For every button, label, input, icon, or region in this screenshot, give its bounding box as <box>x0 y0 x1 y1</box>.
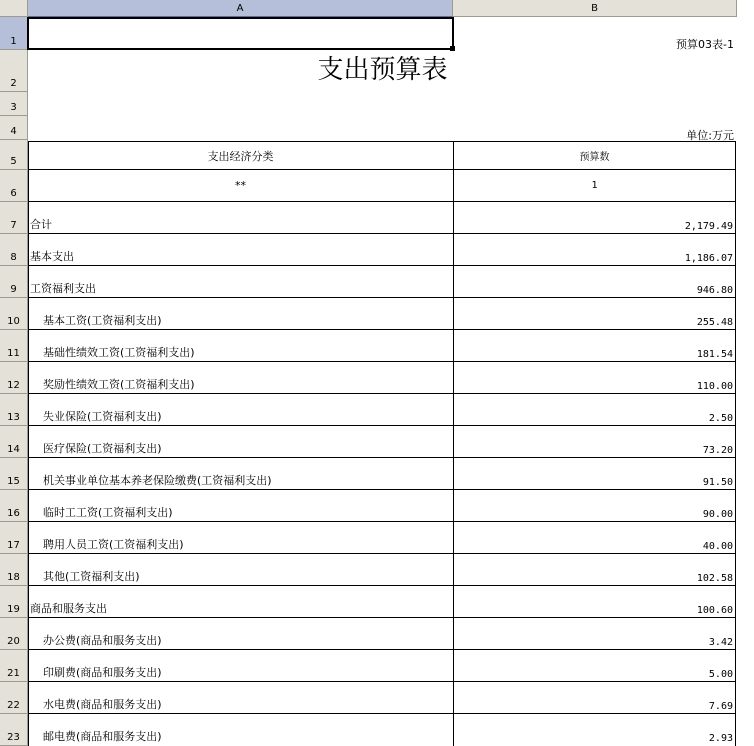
expense-category-cell[interactable]: 工资福利支出 <box>30 282 96 295</box>
expense-category-cell[interactable]: 水电费(商品和服务支出) <box>43 698 162 711</box>
budget-amount-cell[interactable]: 3.42 <box>708 637 733 648</box>
row-header[interactable]: 12 <box>0 362 28 394</box>
row-header[interactable]: 8 <box>0 234 28 266</box>
index-cell-a[interactable]: ** <box>235 179 246 192</box>
budget-amount-cell[interactable]: 90.00 <box>702 509 733 520</box>
table-border <box>28 489 736 490</box>
fill-handle[interactable] <box>450 46 455 51</box>
expense-category-cell[interactable]: 奖励性绩效工资(工资福利支出) <box>43 378 195 391</box>
budget-amount-cell[interactable]: 255.48 <box>696 317 733 328</box>
table-border <box>28 425 736 426</box>
select-all-corner[interactable] <box>0 0 28 17</box>
budget-amount-cell[interactable]: 2.93 <box>708 733 733 744</box>
budget-amount-cell[interactable]: 2.50 <box>708 413 733 424</box>
row-header[interactable]: 11 <box>0 330 28 362</box>
row-header[interactable]: 9 <box>0 266 28 298</box>
expense-category-cell[interactable]: 基本支出 <box>30 250 74 263</box>
table-border <box>28 521 736 522</box>
table-border <box>28 457 736 458</box>
budget-amount-cell[interactable]: 100.60 <box>696 605 733 616</box>
budget-amount-cell[interactable]: 946.80 <box>696 285 733 296</box>
header-budget-amount[interactable]: 预算数 <box>579 152 610 163</box>
active-cell-a1[interactable] <box>27 17 454 50</box>
table-border <box>28 617 736 618</box>
row-header[interactable]: 22 <box>0 682 28 714</box>
expense-category-cell[interactable]: 办公费(商品和服务支出) <box>43 634 162 647</box>
budget-amount-cell[interactable]: 91.50 <box>702 477 733 488</box>
row-header[interactable]: 19 <box>0 586 28 618</box>
row-header[interactable]: 1 <box>0 17 28 50</box>
row-header[interactable]: 5 <box>0 140 28 170</box>
row-header[interactable]: 2 <box>0 50 28 92</box>
table-border <box>28 297 736 298</box>
budget-amount-cell[interactable]: 5.00 <box>708 669 733 680</box>
table-border <box>28 233 736 234</box>
row-header[interactable]: 18 <box>0 554 28 586</box>
expense-category-cell[interactable]: 失业保险(工资福利支出) <box>43 410 162 423</box>
row-header[interactable]: 20 <box>0 618 28 650</box>
row-header[interactable]: 23 <box>0 714 28 746</box>
table-border <box>28 201 736 202</box>
budget-amount-cell[interactable]: 7.69 <box>708 701 733 712</box>
table-border <box>28 713 736 714</box>
column-header-a[interactable]: A <box>28 0 453 17</box>
row-header[interactable]: 7 <box>0 202 28 234</box>
header-expense-category[interactable]: 支出经济分类 <box>207 149 274 163</box>
expense-category-cell[interactable]: 合计 <box>30 218 52 231</box>
expense-category-cell[interactable]: 临时工工资(工资福利支出) <box>43 506 173 519</box>
sheet-title: 支出预算表 <box>317 55 448 85</box>
expense-category-cell[interactable]: 机关事业单位基本养老保险缴费(工资福利支出) <box>43 474 272 487</box>
row-header[interactable]: 13 <box>0 394 28 426</box>
expense-category-cell[interactable]: 医疗保险(工资福利支出) <box>43 442 162 455</box>
budget-amount-cell[interactable]: 102.58 <box>696 573 733 584</box>
row-header[interactable]: 4 <box>0 116 28 140</box>
column-header-b[interactable]: B <box>453 0 737 17</box>
expense-category-cell[interactable]: 商品和服务支出 <box>30 602 107 615</box>
table-border <box>28 265 736 266</box>
budget-amount-cell[interactable]: 40.00 <box>702 541 733 552</box>
budget-amount-cell[interactable]: 181.54 <box>696 349 733 360</box>
index-cell-b[interactable]: 1 <box>591 180 598 191</box>
unit-label: 单位:万元 <box>686 129 734 142</box>
table-number: 预算03表-1 <box>676 38 734 51</box>
expense-category-cell[interactable]: 印刷费(商品和服务支出) <box>43 666 162 679</box>
row-header[interactable]: 16 <box>0 490 28 522</box>
expense-category-cell[interactable]: 其他(工资福利支出) <box>43 570 140 583</box>
table-border <box>28 393 736 394</box>
row-header[interactable]: 6 <box>0 170 28 202</box>
row-header[interactable]: 10 <box>0 298 28 330</box>
row-header[interactable]: 3 <box>0 92 28 116</box>
budget-amount-cell[interactable]: 2,179.49 <box>684 221 733 232</box>
expense-category-cell[interactable]: 基本工资(工资福利支出) <box>43 314 162 327</box>
row-header[interactable]: 15 <box>0 458 28 490</box>
table-border <box>28 649 736 650</box>
expense-category-cell[interactable]: 邮电费(商品和服务支出) <box>43 730 162 743</box>
table-border <box>28 681 736 682</box>
expense-category-cell[interactable]: 基础性绩效工资(工资福利支出) <box>43 346 195 359</box>
expense-category-cell[interactable]: 聘用人员工资(工资福利支出) <box>43 538 184 551</box>
budget-amount-cell[interactable]: 1,186.07 <box>684 253 733 264</box>
row-header[interactable]: 14 <box>0 426 28 458</box>
table-border <box>28 553 736 554</box>
budget-amount-cell[interactable]: 110.00 <box>696 381 733 392</box>
row-header[interactable]: 21 <box>0 650 28 682</box>
table-border <box>28 361 736 362</box>
table-border <box>735 141 736 746</box>
budget-amount-cell[interactable]: 73.20 <box>702 445 733 456</box>
table-border <box>28 329 736 330</box>
table-border <box>28 585 736 586</box>
row-header[interactable]: 17 <box>0 522 28 554</box>
